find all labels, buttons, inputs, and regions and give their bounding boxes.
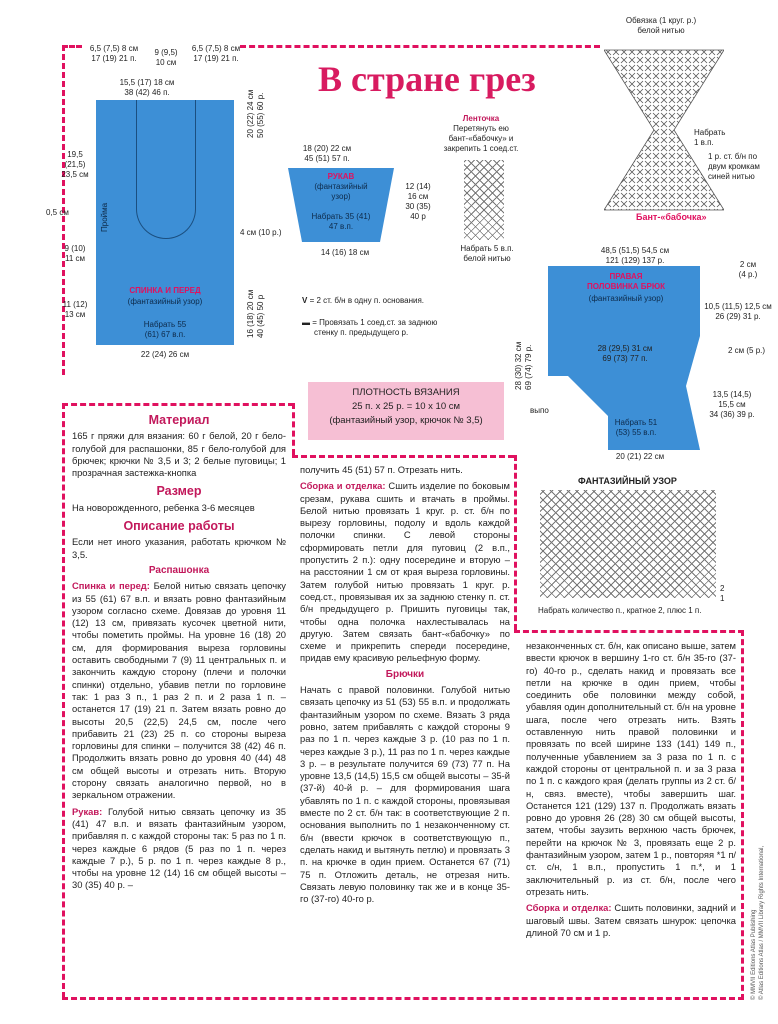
pants-cast-1: Набрать 51 <box>614 418 658 427</box>
sleeve-right-4: 40 р <box>410 212 426 221</box>
bow-top <box>606 16 716 36</box>
legend-v-text: = 2 ст. б/н в одну п. основания. <box>309 296 425 305</box>
h-size: Размер <box>156 484 202 499</box>
credits-1: © MMVII Editions Atlas Publishing <box>751 909 757 1000</box>
back-left-9 <box>60 244 90 264</box>
frame-col1-right <box>292 403 295 455</box>
pants-r1-2: (4 р.) <box>738 270 758 279</box>
pants-r2-2: 26 (29) 31 р. <box>715 312 761 321</box>
pants-top-1: 48,5 (51,5) 54,5 см <box>600 246 670 255</box>
pants-name-1: ПРАВАЯ <box>609 272 643 281</box>
col2-p1-text: Сшить изделие по боковым срезам, рукава сшить и втачать в проймы. Белой нитью провязать 1 круг. р. ст. б/н по вырезу горловины, подолу и вдоль каждой полочки спинки. С левой стороны сформировать петли для пуговиц (2 в.п., пропустить 2 п.): одну посередине и вторую – на расстоянии 1 см от края выреза горловины. Затем голубой нитью провязать 1 круг. р. соед.ст., провязывая их за заднюю стенку п. ст. б/н предыдущего р. Пришить пуговицы так, чтобы одна полочка нахлестывалась на другую. Затем связать бант-«бабочку» по схеме и прикрепить спереди посередине, придав ему красивую рельефную форму. <box>300 480 510 664</box>
legend-v: V = 2 ст. б/н в одну п. основания. <box>302 296 425 305</box>
material-text: 165 г пряжи для вязания: 60 г белой, 20 г бело-голубой для распашонки, 85 г бело-голубой для брючек; крючки № 3,5 и 3; 2 белые пуговицы; 1 прозрачная застежка-кнопка <box>72 430 286 479</box>
back-bottom: 22 (24) 26 см <box>140 350 190 359</box>
back-neck-label <box>112 78 182 98</box>
gauge-title: ПЛОТНОСТЬ ВЯЗАНИЯ <box>352 387 460 398</box>
fancy-r2: 2 <box>720 584 725 593</box>
pants-r4-3: 34 (36) 39 р. <box>709 410 755 419</box>
pants-left-2-text: 69 (74) 79 р. <box>524 344 533 390</box>
bow-right2 <box>708 152 760 182</box>
sleeve-right-3: 30 (35) <box>405 202 431 211</box>
pants-r2 <box>698 302 778 322</box>
back-top-left-line2: 17 (19) 21 п. <box>91 54 137 63</box>
col1-p1 <box>72 580 286 801</box>
legend-e-2: стенку п. предыдущего р. <box>314 328 409 337</box>
frame-col3-right <box>741 630 744 1000</box>
sleeve-cast-1: Набрать 35 (41) <box>311 212 371 221</box>
sleeve-right-1: 12 (14) <box>405 182 431 191</box>
sleeve-right-2: 16 см <box>407 192 429 201</box>
sleeve-name: РУКАВ <box>327 172 355 181</box>
back-neck-line1: 15,5 (17) 18 см <box>119 78 175 87</box>
ribbon-desc-1: Перетянуть ею <box>453 124 509 133</box>
back-cast-2: (61) 67 в.п. <box>144 330 186 339</box>
back-top-mid-line2: 10 см <box>155 58 177 67</box>
back-right-16 <box>246 290 256 338</box>
col1-p2-text: Голубой нитью связать цепочку из 35 (41) 47 в.п. и вязать фантазийным узором, прибавляя п. с каждой стороны так: 5 раз по 1 п. через каждые 6 рядов (5 раз по 1 п. через каждые 7 р.), 5 р. по 1 п. через каждые 8 р., чтобы на уровне 12 (14) 16 см общей высоты – 30 (35) 40 р. – <box>72 805 286 891</box>
back-right-20 <box>246 90 256 138</box>
col2-p1-label: Сборка и отделка: <box>300 480 386 492</box>
back-left-9-1: 9 (10) <box>64 244 86 253</box>
bow-top-1: Обвязка (1 круг. р.) <box>625 16 697 25</box>
ribbon-desc-3: закрепить 1 соед.ст. <box>443 144 519 153</box>
gauge-line2: (фантазийный узор, крючок № 3,5) <box>329 415 483 426</box>
pants-left-2 <box>524 345 534 390</box>
credits-2: © Atlas Editions Atlas / MMVII Library Rights International, <box>759 845 765 1000</box>
back-right-20b <box>256 93 266 138</box>
pants-name-2: ПОЛОВИНКА БРЮК <box>586 282 665 291</box>
bow-top-2: белой нитью <box>637 26 685 35</box>
back-right-16b <box>256 295 266 338</box>
pants-top <box>580 246 690 266</box>
frame-col2-right <box>514 455 517 630</box>
back-top-mid-label <box>146 48 186 68</box>
pants-r3: 2 см (5 р.) <box>728 346 766 355</box>
back-left-11-2: 13 см <box>64 310 86 319</box>
bow-right2-3: синей нитью <box>708 172 755 181</box>
col2-p1 <box>300 480 510 664</box>
col2 <box>300 464 510 909</box>
frame-top <box>240 45 600 48</box>
pants-cast <box>586 418 686 438</box>
ribbon-cast-1: Набрать 5 в.п. <box>460 244 514 253</box>
h-rasp: Распашонка <box>148 564 210 576</box>
desc-text: Если нет иного указания, работать крючком № 3,5. <box>72 536 286 560</box>
pants-name <box>556 272 696 292</box>
sleeve-pattern-1: (фантазийный <box>314 182 368 191</box>
back-left-05: 0,5 см <box>46 208 69 217</box>
ribbon-title: Ленточка <box>462 114 500 123</box>
bow-right2-2: двум кромкам <box>708 162 760 171</box>
pants-top-2: 121 (129) 137 р. <box>605 256 665 265</box>
back-cast <box>96 320 234 340</box>
col3 <box>526 640 736 943</box>
gauge-line1: 25 п. х 25 р. = 10 х 10 см <box>351 401 461 412</box>
col1-p2-label: Рукав: <box>72 805 103 817</box>
ribbon-cast-2: белой нитью <box>463 254 511 263</box>
col2-p2: Начать с правой половинки. Голубой нитью связать цепочку из 51 (53) 55 в.п. и продолжать фантазийным узором по схеме. Вязать 3 ряда ровно, затем прибавлять с каждой стороны 9 раз по 1 п. через каждые 3 р. (10 раз по 1 п. через каждые 3 р.), 11 раз по 1 п. через каждые 3 р. – в результате получится 69 (73) 77 п. На уровне 13,5 (14,5) 15,5 см общей высоты – 35-й (37-й) 40-й р. – для формирования шага убавлять по 1 п. с каждой стороны, провязывая вместе по 2 ст. б/н так: в соответствующие 2 п. основания выполнить по 1 незаконченному ст. б/н (ввести крючок в соответствующую п., сделать накид и вытянуть петлю) и провязать 3 п. на крючке в один прием. Останется 67 (71) 75 п. Отложить деталь, не отрезая нить. Связать левую половинку так же и в конце 35-го (37-го) 40-го р. <box>300 684 510 905</box>
back-right-20-2: 50 (55) 60 р. <box>256 92 265 138</box>
back-top-left-label <box>84 44 144 64</box>
ribbon-desc-2: бант-«бабочку» и <box>448 134 514 143</box>
armhole-label: Пройма <box>100 202 109 232</box>
back-left-11 <box>60 300 90 320</box>
bow-right1-2: 1 в.п. <box>694 138 714 147</box>
back-right-16-2: 40 (45) 50 р <box>256 294 265 338</box>
fancy-r1: 1 <box>720 594 725 603</box>
back-top-left-line1: 6,5 (7,5) 8 см <box>89 44 139 53</box>
back-left-9-2: 11 см <box>64 254 86 263</box>
frame-col3-top <box>514 630 744 633</box>
h-desc: Описание работы <box>123 519 235 534</box>
pants-bottom: 20 (21) 22 см <box>615 452 665 461</box>
pants-vyp: выпо <box>530 406 549 415</box>
sleeve-pattern-2: узор) <box>331 192 351 201</box>
ribbon-label <box>440 114 522 154</box>
back-top-right-line2: 17 (19) 21 п. <box>193 54 239 63</box>
back-right-20-1: 20 (22) 24 см <box>246 89 255 138</box>
frame-bottom <box>62 997 744 1000</box>
h-pants: Брючки <box>385 668 425 680</box>
bow-right1-1: Набрать <box>694 128 726 137</box>
back-right-16-1: 16 (18) 20 см <box>246 289 255 338</box>
col3-p2-label: Сборка и отделка: <box>526 902 612 914</box>
pants-mid-2: 69 (73) 77 п. <box>602 354 648 363</box>
col1-p1-text: Белой нитью связать цепочку из 55 (61) 67 в.п. и вязать ровно фантазийным узором согласно схеме. Довязав до уровня 11 (12) 13 см, привязать кусочек цветной нити, чтобы пометить проймы. На уровне 16 (18) 20 см, для формирования выреза горловины оставить свободными 7 (9) 11 центральных п. и закончить каждую сторону (плечи и полочки спинки) отдельно, убавив петли по горловине так: 1 раз 3 п., 1 раз 2 п. и 2 раза 1 п. – останется 17 (19) 21 п. Затем вязать ровно до высоты 20,5 (22,5) 24,5 см, после чего прибавить 21 (23) 25 п. со стороны выреза горловины для спинки – получится 38 (42) 46 п. Продолжить вязать ровно до уровня 40 (44) 48 см общей высоты и отрезать нить. Вторую сторону связать аналогично первой, но в зеркальном отражении. <box>72 580 286 801</box>
sleeve-name-block <box>288 172 394 202</box>
sleeve-cast-2: 47 в.п. <box>328 222 354 231</box>
col3-p2 <box>526 902 736 939</box>
back-cast-1: Набрать 55 <box>143 320 187 329</box>
frame-top-left <box>62 45 82 48</box>
col1-p1-label: Спинка и перед: <box>72 580 150 592</box>
col1 <box>72 408 286 896</box>
back-left-11-1: 11 (12) <box>62 300 88 309</box>
back-neck-curve <box>136 100 196 239</box>
sleeve-bottom: 14 (16) 18 см <box>320 248 370 257</box>
size-text: На новорожденного, ребенка 3-6 месяцев <box>72 501 255 513</box>
back-left-total-1: 19,5 <box>67 150 83 159</box>
frame-col2-top <box>292 455 514 458</box>
back-left-total-3: 23,5 см <box>61 170 89 179</box>
back-top-mid-line1: 9 (9,5) <box>154 48 178 57</box>
back-right-4: 4 см (10 р.) <box>240 228 282 237</box>
frame-col1-left <box>62 403 65 998</box>
col2-p0: получить 45 (51) 57 п. Отрезать нить. <box>300 464 463 475</box>
pants-left-1-text: 28 (30) 32 см <box>514 341 523 390</box>
col1-p2 <box>72 806 286 892</box>
spacer <box>140 218 141 219</box>
gauge-box <box>308 382 504 440</box>
fancy-caption: Набрать количество п., кратное 2, плюс 1 п. <box>538 606 702 615</box>
ribbon-chart <box>464 160 504 240</box>
fancy-chart <box>540 490 716 598</box>
pants-left-1 <box>514 342 524 390</box>
col3-p2-text: Сшить половинки, задний и шаговый швы. Затем связать шнурок: цепочка длиной 70 см и 1 р. <box>526 902 736 938</box>
sleeve-right <box>398 182 438 222</box>
fancy-title: ФАНТАЗИЙНЫЙ УЗОР <box>578 476 677 486</box>
back-top-right-label <box>186 44 246 64</box>
pants-mid <box>560 344 690 364</box>
pants-r1 <box>728 260 768 280</box>
sleeve-cast <box>288 212 394 232</box>
sleeve-top-1: 18 (20) 22 см <box>302 144 352 153</box>
back-neck-line2: 38 (42) 46 п. <box>124 88 170 97</box>
bow-right1 <box>694 128 725 148</box>
credits <box>750 846 766 1000</box>
page-title: В стране грез <box>318 59 536 99</box>
h-material: Материал <box>148 413 210 427</box>
pants-pattern: (фантазийный узор) <box>588 294 664 303</box>
sleeve-top <box>282 144 372 164</box>
ribbon-cast <box>452 244 522 264</box>
pants-r4-1: 13,5 (14,5) <box>712 390 752 399</box>
legend-e-1: = Провязать 1 соед.ст. за заднюю <box>312 318 438 327</box>
legend-e: ▬ = Провязать 1 соед.ст. за заднюю стенку п. предыдущего р. <box>302 318 438 337</box>
back-left-total <box>60 150 90 180</box>
bow-label: Бант-«бабочка» <box>636 212 707 222</box>
bow-right2-1: 1 р. ст. б/н по <box>708 152 758 161</box>
back-front-name: СПИНКА И ПЕРЕД <box>129 286 201 295</box>
pants-cast-2: (53) 55 в.п. <box>615 428 657 437</box>
pants-r4-2: 15,5 см <box>718 400 746 409</box>
back-top-right-line1: 6,5 (7,5) 8 см <box>191 44 241 53</box>
back-left-total-2: (21,5) <box>64 160 86 169</box>
back-front-pattern: (фантазийный узор) <box>127 297 203 306</box>
col3-p1: незаконченных ст. б/н, как описано выше, затем ввести крючок в вершину 1-го ст. б/н 35-го (37-го) 40-го р., сделать накид и провязать все петли на крючке в один прием, чтобы соединить обе половинки между собой, убавляя один дополнительный ст. б/н на уровне шага, после чего отрезать нить. Взять оставленную нить правой половинки и провязать по всей ширине 133 (141) 149 п., полученные убавлением за 3 раза по 1 п. с каждой стороны от центральной п. и за 3 раза по 1 п. с каждого края (делать группы из 2 ст. б/н, связ. вместе), чтобы завершить шаг. Останется 121 (129) 137 п. Продолжать вязать ровно до уровня 26 (28) 30 см общей высоты, затем, чтобы заузить верхнюю часть брючек, перейти на крючок № 3, провязать еще 2 р. фантазийным узором, затем 1 р., повторяя *1 п/ст. с/н, 1 в.п., пропустить 1 п.*, и 1 заключительный р. из ст. б/н, после чего отрезать нить. <box>526 640 736 897</box>
frame-col1-top <box>62 403 294 406</box>
pants-r1-1: 2 см <box>739 260 757 269</box>
pants-mid-1: 28 (29,5) 31 см <box>597 344 653 353</box>
sleeve-top-2: 45 (51) 57 п. <box>304 154 350 163</box>
pants-r4 <box>702 390 762 420</box>
pants-r2-1: 10,5 (11,5) 12,5 см <box>704 302 772 311</box>
